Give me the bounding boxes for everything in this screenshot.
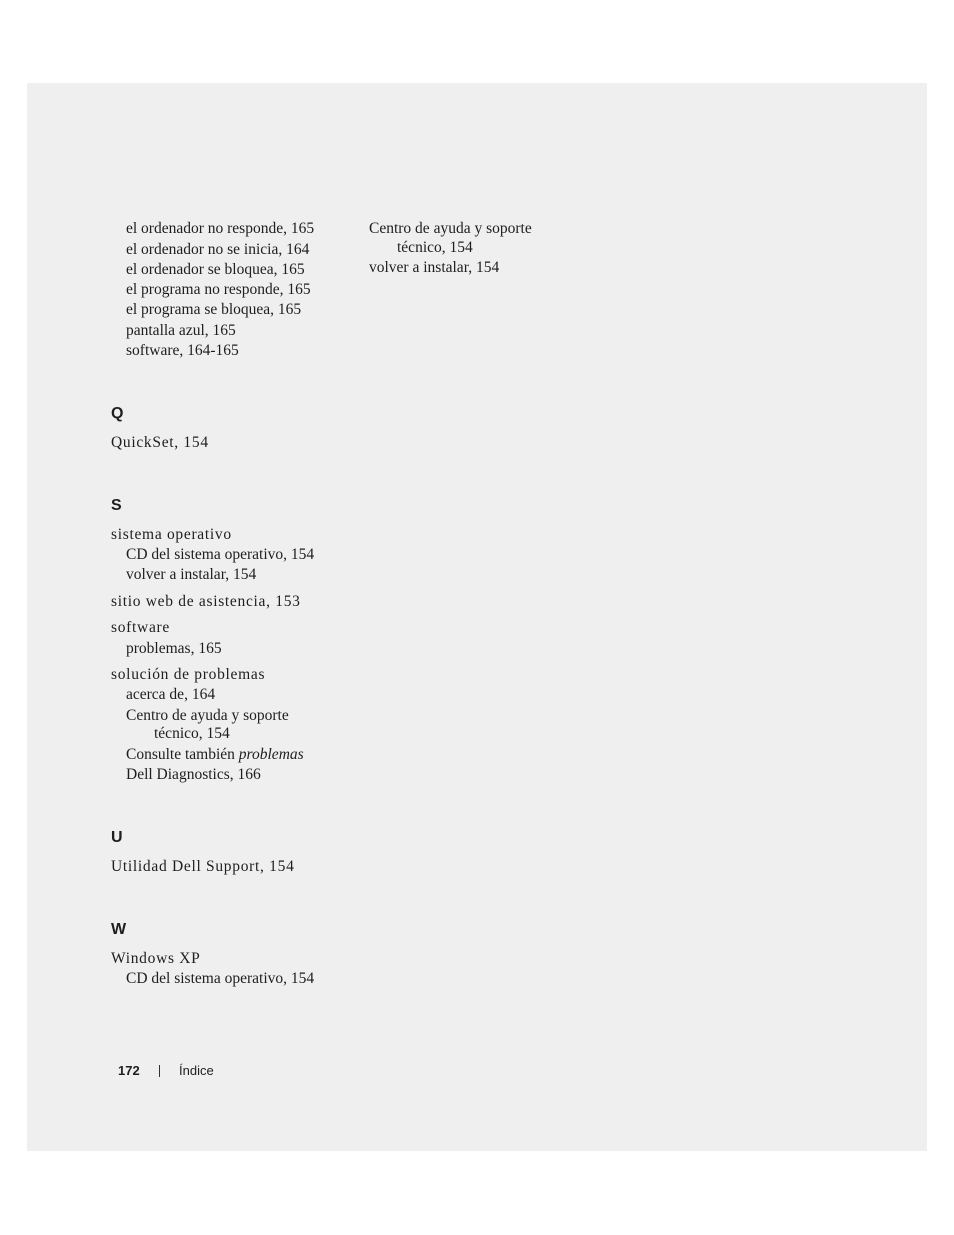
index-subentry: el ordenador se bloquea, 165	[126, 261, 305, 278]
index-entry: software	[111, 619, 170, 636]
footer-separator	[159, 1065, 160, 1077]
index-subentry: el programa se bloquea, 165	[126, 301, 302, 318]
index-subentry: volver a instalar, 154	[369, 259, 500, 276]
index-subentry: Centro de ayuda y soporte	[126, 707, 289, 724]
page-number: 172	[118, 1063, 140, 1078]
section-title: Índice	[179, 1063, 214, 1078]
index-subentry: pantalla azul, 165	[126, 322, 236, 339]
index-entry: Utilidad Dell Support, 154	[111, 858, 295, 875]
index-letter-heading: W	[111, 921, 127, 938]
see-also-label: Consulte también	[126, 746, 239, 763]
index-cross-reference	[126, 746, 304, 764]
index-letter-heading: Q	[111, 405, 124, 422]
index-subentry: el programa no responde, 165	[126, 281, 311, 298]
index-subentry: software, 164-165	[126, 342, 239, 359]
index-entry: solución de problemas	[111, 666, 266, 683]
index-entry: sitio web de asistencia, 153	[111, 593, 301, 610]
index-subentry: el ordenador no se inicia, 164	[126, 241, 310, 258]
index-subentry-continuation: técnico, 154	[397, 239, 473, 256]
index-subentry-continuation: técnico, 154	[154, 725, 230, 742]
see-also-target: problemas	[238, 746, 304, 763]
index-entry: sistema operativo	[111, 526, 232, 543]
index-entry: Windows XP	[111, 950, 201, 967]
index-subentry: Dell Diagnostics, 166	[126, 766, 261, 783]
index-entry: QuickSet, 154	[111, 434, 209, 451]
index-letter-heading: S	[111, 497, 122, 514]
index-subentry: volver a instalar, 154	[126, 566, 257, 583]
index-subentry: Centro de ayuda y soporte	[369, 220, 532, 237]
index-subentry: CD del sistema operativo, 154	[126, 970, 315, 987]
index-subentry: el ordenador no responde, 165	[126, 220, 315, 237]
index-subentry: CD del sistema operativo, 154	[126, 546, 315, 563]
index-subentry: acerca de, 164	[126, 686, 216, 703]
index-letter-heading: U	[111, 829, 123, 846]
index-subentry: problemas, 165	[126, 640, 222, 657]
